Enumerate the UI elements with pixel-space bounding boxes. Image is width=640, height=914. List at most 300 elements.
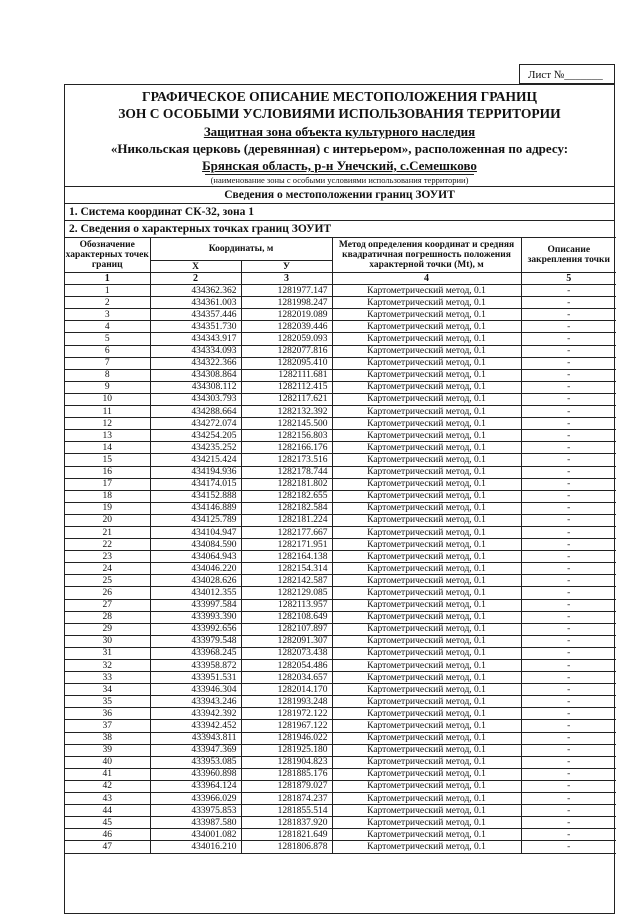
coord-y-cell: 1282014.170 [241,684,332,696]
coord-y-cell: 1282112.415 [241,381,332,393]
table-row [65,660,616,672]
fixing-cell: - [521,756,616,768]
point-number-cell: 12 [65,418,150,430]
coord-x-cell: 433992.656 [150,623,241,635]
point-number-cell: 27 [65,599,150,611]
method-cell: Картометрический метод, 0.1 [332,466,521,478]
coord-y-cell: 1281967.122 [241,720,332,732]
point-number-cell: 23 [65,551,150,563]
point-number-cell: 20 [65,514,150,526]
table-row [65,672,616,684]
fixing-cell: - [521,309,616,321]
fixing-cell: - [521,406,616,418]
table-row [65,478,616,490]
method-cell: Картометрический метод, 0.1 [332,563,521,575]
table-row [65,623,616,635]
coord-y-cell: 1282142.587 [241,575,332,587]
method-cell: Картометрический метод, 0.1 [332,575,521,587]
coord-x-cell: 434322.366 [150,357,241,369]
coord-x-cell: 433947.369 [150,744,241,756]
coord-x-cell: 433951.531 [150,672,241,684]
table-row [65,321,616,333]
method-cell: Картометрический метод, 0.1 [332,756,521,768]
point-number-cell: 10 [65,393,150,405]
table-row [65,345,616,357]
point-number-cell: 47 [65,841,150,853]
method-cell: Картометрический метод, 0.1 [332,732,521,744]
fixing-cell: - [521,635,616,647]
coord-y-cell: 1281855.514 [241,805,332,817]
coord-y-cell: 1282019.089 [241,309,332,321]
fixing-cell: - [521,285,616,297]
fixing-cell: - [521,393,616,405]
point-number-cell: 13 [65,430,150,442]
coord-x-cell: 434308.864 [150,369,241,381]
point-number-cell: 16 [65,466,150,478]
point-number-cell: 33 [65,672,150,684]
table-row [65,829,616,841]
fixing-cell: - [521,490,616,502]
coord-y-cell: 1282077.816 [241,345,332,357]
table-row [65,297,616,309]
method-cell: Картометрический метод, 0.1 [332,430,521,442]
point-number-cell: 6 [65,345,150,357]
method-cell: Картометрический метод, 0.1 [332,514,521,526]
method-cell: Картометрический метод, 0.1 [332,393,521,405]
table-row [65,635,616,647]
column-number-2: 2 [150,273,241,285]
method-cell: Картометрический метод, 0.1 [332,829,521,841]
table-row [65,684,616,696]
header-x: X [150,261,241,273]
sheet-number-label: Лист №_______ [519,64,615,84]
method-cell: Картометрический метод, 0.1 [332,744,521,756]
coord-x-cell: 434272.074 [150,418,241,430]
point-number-cell: 44 [65,805,150,817]
coord-y-cell: 1282039.446 [241,321,332,333]
method-cell: Картометрический метод, 0.1 [332,684,521,696]
coord-y-cell: 1282173.516 [241,454,332,466]
coord-y-cell: 1282177.667 [241,526,332,538]
point-number-cell: 29 [65,623,150,635]
fixing-cell: - [521,684,616,696]
fixing-cell: - [521,708,616,720]
point-number-cell: 17 [65,478,150,490]
method-cell: Картометрический метод, 0.1 [332,599,521,611]
fixing-cell: - [521,514,616,526]
coord-y-cell: 1281885.176 [241,768,332,780]
coord-x-cell: 433943.246 [150,696,241,708]
coord-y-cell: 1281874.237 [241,793,332,805]
coord-y-cell: 1282154.314 [241,563,332,575]
fixing-cell: - [521,732,616,744]
fixing-cell: - [521,647,616,659]
point-number-cell: 24 [65,563,150,575]
table-row [65,817,616,829]
table-row [65,563,616,575]
document-frame [64,84,615,914]
fixing-cell: - [521,551,616,563]
table-row [65,285,616,297]
fixing-cell: - [521,793,616,805]
point-number-cell: 15 [65,454,150,466]
column-number-4: 4 [332,273,521,285]
fixing-cell: - [521,817,616,829]
table-row [65,333,616,345]
coord-y-cell: 1282073.438 [241,647,332,659]
coord-y-cell: 1281879.027 [241,780,332,792]
column-number-1: 1 [65,273,150,285]
coord-x-cell: 433968.245 [150,647,241,659]
coord-x-cell: 434288.664 [150,406,241,418]
method-cell: Картометрический метод, 0.1 [332,418,521,430]
method-cell: Картометрический метод, 0.1 [332,297,521,309]
method-cell: Картометрический метод, 0.1 [332,696,521,708]
point-number-cell: 38 [65,732,150,744]
point-number-cell: 28 [65,611,150,623]
coord-x-cell: 434194.936 [150,466,241,478]
method-cell: Картометрический метод, 0.1 [332,623,521,635]
table-row [65,539,616,551]
header-y: У [241,261,332,273]
fixing-cell: - [521,357,616,369]
method-cell: Картометрический метод, 0.1 [332,345,521,357]
fixing-cell: - [521,369,616,381]
method-cell: Картометрический метод, 0.1 [332,381,521,393]
point-number-cell: 46 [65,829,150,841]
method-cell: Картометрический метод, 0.1 [332,660,521,672]
point-number-cell: 35 [65,696,150,708]
fixing-cell: - [521,321,616,333]
fixing-cell: - [521,466,616,478]
coord-x-cell: 434254.205 [150,430,241,442]
coord-x-cell: 434104.947 [150,526,241,538]
fixing-cell: - [521,720,616,732]
table-row [65,514,616,526]
column-number-5: 5 [521,273,616,285]
coord-y-cell: 1282091.307 [241,635,332,647]
table-row [65,357,616,369]
table-row [65,647,616,659]
coord-y-cell: 1281806.878 [241,841,332,853]
point-number-cell: 26 [65,587,150,599]
method-cell: Картометрический метод, 0.1 [332,720,521,732]
method-cell: Картометрический метод, 0.1 [332,672,521,684]
coord-x-cell: 434362.362 [150,285,241,297]
point-number-cell: 34 [65,684,150,696]
coord-x-cell: 434303.793 [150,393,241,405]
table-row [65,768,616,780]
point-number-cell: 1 [65,285,150,297]
point-number-cell: 41 [65,768,150,780]
fixing-cell: - [521,780,616,792]
method-cell: Картометрический метод, 0.1 [332,369,521,381]
method-cell: Картометрический метод, 0.1 [332,321,521,333]
coord-y-cell: 1282059.093 [241,333,332,345]
coord-x-cell: 434351.730 [150,321,241,333]
point-number-cell: 8 [65,369,150,381]
document-header [65,89,614,186]
fixing-cell: - [521,430,616,442]
zone-name: Защитная зона объекта культурного наследия [203,124,476,139]
method-cell: Картометрический метод, 0.1 [332,309,521,321]
fixing-cell: - [521,297,616,309]
document-title-line2: ЗОН С ОСОБЫМИ УСЛОВИЯМИ ИСПОЛЬЗОВАНИЯ ТЕРРИТОРИИ [118,106,561,121]
table-row [65,756,616,768]
coord-y-cell: 1282132.392 [241,406,332,418]
coord-y-cell: 1282117.621 [241,393,332,405]
object-description: «Никольская церковь (деревянная) с интерьером», расположенная по адресу: [110,141,569,156]
fixing-cell: - [521,563,616,575]
coord-x-cell: 433993.390 [150,611,241,623]
header-fixing: Описание закрепления точки [521,238,616,273]
point-number-cell: 39 [65,744,150,756]
point-number-cell: 40 [65,756,150,768]
fixing-cell: - [521,502,616,514]
method-cell: Картометрический метод, 0.1 [332,285,521,297]
method-cell: Картометрический метод, 0.1 [332,333,521,345]
method-cell: Картометрический метод, 0.1 [332,442,521,454]
points-section-title: 2. Сведения о характерных точках границ ЗОУИТ [65,220,614,237]
point-number-cell: 37 [65,720,150,732]
coord-y-cell: 1281993.248 [241,696,332,708]
point-number-cell: 45 [65,817,150,829]
method-cell: Картометрический метод, 0.1 [332,805,521,817]
point-number-cell: 19 [65,502,150,514]
table-row [65,732,616,744]
points-table [65,237,616,854]
coord-x-cell: 433997.584 [150,599,241,611]
coord-x-cell: 434001.082 [150,829,241,841]
column-number-3: 3 [241,273,332,285]
coord-y-cell: 1282108.649 [241,611,332,623]
coord-y-cell: 1282181.802 [241,478,332,490]
coord-y-cell: 1282107.897 [241,623,332,635]
point-number-cell: 5 [65,333,150,345]
table-row [65,490,616,502]
fixing-cell: - [521,333,616,345]
method-cell: Картометрический метод, 0.1 [332,708,521,720]
point-number-cell: 3 [65,309,150,321]
point-number-cell: 18 [65,490,150,502]
fixing-cell: - [521,660,616,672]
coord-y-cell: 1281821.649 [241,829,332,841]
fixing-cell: - [521,587,616,599]
coord-x-cell: 434028.626 [150,575,241,587]
table-row [65,551,616,563]
method-cell: Картометрический метод, 0.1 [332,551,521,563]
method-cell: Картометрический метод, 0.1 [332,490,521,502]
header-coordinates: Координаты, м [150,238,332,261]
point-number-cell: 36 [65,708,150,720]
point-number-cell: 25 [65,575,150,587]
coord-y-cell: 1282171.951 [241,539,332,551]
coord-x-cell: 433979.548 [150,635,241,647]
coord-y-cell: 1281904.823 [241,756,332,768]
table-row [65,406,616,418]
method-cell: Картометрический метод, 0.1 [332,406,521,418]
coord-x-cell: 434146.889 [150,502,241,514]
table-row [65,708,616,720]
coord-x-cell: 433987.580 [150,817,241,829]
method-cell: Картометрический метод, 0.1 [332,454,521,466]
coordinate-system: 1. Система координат СК-32, зона 1 [65,203,614,220]
coord-y-cell: 1282178.744 [241,466,332,478]
method-cell: Картометрический метод, 0.1 [332,526,521,538]
coord-y-cell: 1282054.486 [241,660,332,672]
section-title: Сведения о местоположении границ ЗОУИТ [65,186,614,203]
point-number-cell: 30 [65,635,150,647]
object-address: Брянская область, р-н Унечский, с.Семешково [202,158,477,173]
method-cell: Картометрический метод, 0.1 [332,780,521,792]
method-cell: Картометрический метод, 0.1 [332,793,521,805]
point-number-cell: 7 [65,357,150,369]
coord-y-cell: 1281946.022 [241,732,332,744]
coord-y-cell: 1282113.957 [241,599,332,611]
fixing-cell: - [521,526,616,538]
coord-y-cell: 1282164.138 [241,551,332,563]
coord-y-cell: 1282145.500 [241,418,332,430]
coord-y-cell: 1282182.584 [241,502,332,514]
method-cell: Картометрический метод, 0.1 [332,647,521,659]
table-row [65,696,616,708]
method-cell: Картометрический метод, 0.1 [332,502,521,514]
fixing-cell: - [521,478,616,490]
coord-y-cell: 1282156.803 [241,430,332,442]
coord-x-cell: 434174.015 [150,478,241,490]
points-table-body [65,285,616,853]
fixing-cell: - [521,696,616,708]
coord-x-cell: 433964.124 [150,780,241,792]
coord-x-cell: 434016.210 [150,841,241,853]
table-row [65,841,616,853]
coord-y-cell: 1282182.655 [241,490,332,502]
table-row [65,442,616,454]
method-cell: Картометрический метод, 0.1 [332,587,521,599]
table-row [65,611,616,623]
coord-x-cell: 433946.304 [150,684,241,696]
table-row [65,466,616,478]
coord-x-cell: 433960.898 [150,768,241,780]
coord-x-cell: 433975.853 [150,805,241,817]
coord-x-cell: 433958.872 [150,660,241,672]
fixing-cell: - [521,539,616,551]
coord-x-cell: 433953.085 [150,756,241,768]
coord-x-cell: 434064.943 [150,551,241,563]
point-number-cell: 14 [65,442,150,454]
table-row [65,502,616,514]
coord-y-cell: 1282095.410 [241,357,332,369]
method-cell: Картометрический метод, 0.1 [332,478,521,490]
coord-y-cell: 1281837.920 [241,817,332,829]
zone-caption-text: (наименование зоны с особыми условиями использования территории) [205,174,475,185]
coord-x-cell: 433942.392 [150,708,241,720]
header-method: Метод определения координат и средняя квадратичная погрешность положения характерной точки (Mt), м [332,238,521,273]
method-cell: Картометрический метод, 0.1 [332,357,521,369]
fixing-cell: - [521,442,616,454]
table-row [65,575,616,587]
table-row [65,744,616,756]
table-row [65,393,616,405]
point-number-cell: 22 [65,539,150,551]
coord-y-cell: 1282129.085 [241,587,332,599]
method-cell: Картометрический метод, 0.1 [332,539,521,551]
coord-x-cell: 433966.029 [150,793,241,805]
coord-x-cell: 434343.917 [150,333,241,345]
method-cell: Картометрический метод, 0.1 [332,611,521,623]
coord-y-cell: 1282181.224 [241,514,332,526]
table-row [65,454,616,466]
table-row [65,720,616,732]
coord-x-cell: 434152.888 [150,490,241,502]
coord-x-cell: 433943.811 [150,732,241,744]
coord-y-cell: 1282166.176 [241,442,332,454]
fixing-cell: - [521,768,616,780]
coord-y-cell: 1282111.681 [241,369,332,381]
table-row [65,780,616,792]
method-cell: Картометрический метод, 0.1 [332,768,521,780]
coord-x-cell: 434357.446 [150,309,241,321]
coord-x-cell: 434012.355 [150,587,241,599]
coord-x-cell: 434361.003 [150,297,241,309]
coord-x-cell: 434334.093 [150,345,241,357]
point-number-cell: 42 [65,780,150,792]
document-title-line1: ГРАФИЧЕСКОЕ ОПИСАНИЕ МЕСТОПОЛОЖЕНИЯ ГРАНИЦ [141,89,538,104]
point-number-cell: 4 [65,321,150,333]
coord-x-cell: 434215.424 [150,454,241,466]
coord-y-cell: 1281977.147 [241,285,332,297]
fixing-cell: - [521,575,616,587]
table-row [65,309,616,321]
table-row [65,793,616,805]
point-number-cell: 32 [65,660,150,672]
coord-y-cell: 1281925.180 [241,744,332,756]
point-number-cell: 21 [65,526,150,538]
fixing-cell: - [521,623,616,635]
fixing-cell: - [521,841,616,853]
fixing-cell: - [521,599,616,611]
table-row [65,381,616,393]
header-point: Обозначение характерных точек границ [65,238,150,273]
method-cell: Картометрический метод, 0.1 [332,817,521,829]
fixing-cell: - [521,454,616,466]
fixing-cell: - [521,611,616,623]
method-cell: Картометрический метод, 0.1 [332,635,521,647]
table-row [65,369,616,381]
point-number-cell: 43 [65,793,150,805]
fixing-cell: - [521,829,616,841]
table-row [65,430,616,442]
table-row [65,418,616,430]
point-number-cell: 31 [65,647,150,659]
point-number-cell: 9 [65,381,150,393]
coord-x-cell: 434308.112 [150,381,241,393]
fixing-cell: - [521,345,616,357]
zone-caption [65,174,614,186]
fixing-cell: - [521,381,616,393]
fixing-cell: - [521,418,616,430]
coord-y-cell: 1282034.657 [241,672,332,684]
point-number-cell: 2 [65,297,150,309]
coord-x-cell: 434046.220 [150,563,241,575]
coord-x-cell: 433942.452 [150,720,241,732]
table-row [65,805,616,817]
coord-x-cell: 434235.252 [150,442,241,454]
fixing-cell: - [521,805,616,817]
coord-y-cell: 1281972.122 [241,708,332,720]
table-row [65,587,616,599]
fixing-cell: - [521,672,616,684]
